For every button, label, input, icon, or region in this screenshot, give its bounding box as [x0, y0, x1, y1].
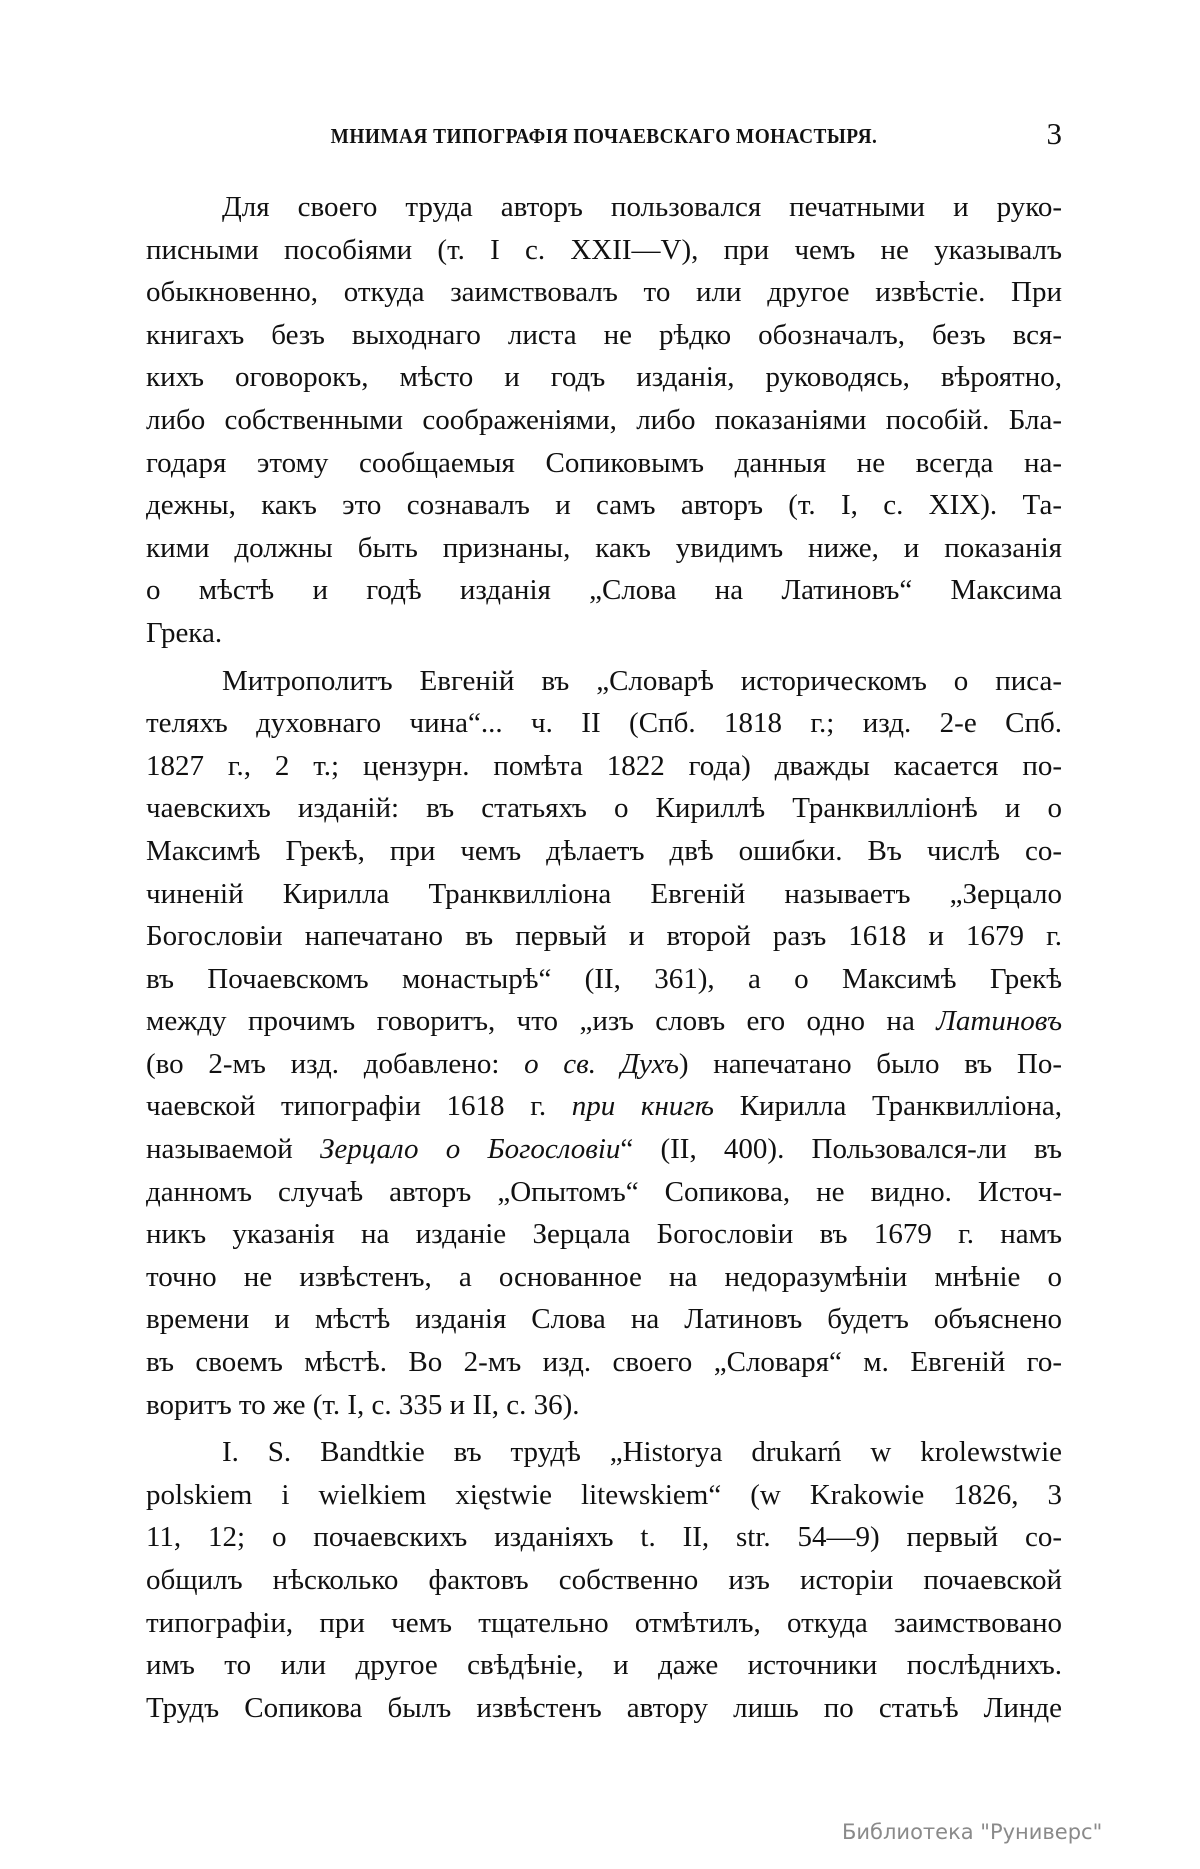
paragraph	[146, 1431, 1062, 1729]
text-line: Грека.	[146, 616, 223, 649]
text-line: теляхъ духовнаго чина“... ч. II (Спб. 1818 г.; изд. 2-е Спб.	[146, 707, 1062, 740]
text-line: 11, 12; о почаевскихъ изданіяхъ t. II, str. 54—9) первый со-	[146, 1521, 1062, 1554]
text-segment: между прочимъ говоритъ, что „изъ словъ его одно на	[146, 1005, 937, 1038]
text-line: дежны, какъ это сознавалъ и самъ авторъ (т. I, с. XIX). Та-	[146, 489, 1062, 522]
text-line	[146, 1128, 1062, 1171]
text-line: о мѣстѣ и годѣ изданія „Слова на Латиновъ“ Максима	[146, 574, 1062, 607]
text-line: типографіи, при чемъ тщательно отмѣтилъ, откуда заимствовано	[146, 1606, 1062, 1639]
page-number: 3	[1046, 116, 1062, 151]
text-segment: ) напечатано было въ По-	[678, 1047, 1062, 1080]
text-line: писными пособіями (т. I с. XXII—V), при чемъ не указывалъ	[146, 233, 1062, 266]
italic-segment: при книгѣ	[571, 1090, 715, 1123]
text-line: чиненій Кирилла Транквилліона Евгеній называетъ „Зерцало	[146, 877, 1062, 910]
text-line: кихъ оговорокъ, мѣсто и годъ изданія, руководясь, вѣроятно,	[146, 361, 1062, 394]
text-line: никъ указанія на изданіе Зерцала Богословіи въ 1679 г. намъ	[146, 1218, 1062, 1251]
italic-segment: Зерцало о Богословіи	[319, 1133, 621, 1166]
text-line: Трудъ Сопикова былъ извѣстенъ автору лишь по статьѣ Линде	[146, 1691, 1062, 1724]
text-line: времени и мѣстѣ изданія Слова на Латиновъ будетъ объяснено	[146, 1303, 1062, 1336]
text-line: либо собственными соображеніями, либо показаніями пособій. Бла-	[146, 403, 1062, 436]
text-segment: чаевской типографіи 1618 г.	[146, 1090, 572, 1123]
paragraph	[146, 186, 1062, 655]
page-header	[146, 116, 1062, 160]
text-segment: Кирилла Транквилліона,	[714, 1090, 1063, 1123]
text-line: данномъ случаѣ авторъ „Опытомъ“ Сопикова, не видно. Источ-	[146, 1175, 1062, 1208]
library-watermark: Библиотека "Руниверс"	[842, 1820, 1103, 1844]
text-line: въ Почаевскомъ монастырѣ“ (II, 361), а о Максимѣ Грекѣ	[146, 962, 1062, 995]
text-line: чаевскихъ изданій: въ статьяхъ о Кириллѣ Транквилліонѣ и о	[146, 792, 1062, 825]
italic-segment: Латиновъ	[936, 1005, 1062, 1038]
text-line	[146, 1000, 1062, 1043]
text-line: Митрополитъ Евгеній въ „Словарѣ историческомъ о писа-	[222, 664, 1062, 697]
text-segment: (во 2-мъ изд. добавлено:	[146, 1047, 525, 1080]
text-line: обыкновенно, откуда заимствовалъ то или другое извѣстіе. При	[146, 276, 1062, 309]
text-line: книгахъ безъ выходнаго листа не рѣдко обозначалъ, безъ вся-	[146, 318, 1062, 351]
text-line: кими должны быть признаны, какъ увидимъ ниже, и показанія	[146, 531, 1062, 564]
text-line: 1827 г., 2 т.; цензурн. помѣта 1822 года) дважды касается по-	[146, 749, 1062, 782]
text-line: точно не извѣстенъ, а основанное на недоразумѣніи мнѣніе о	[146, 1260, 1062, 1293]
text-line: воритъ то же (т. I, с. 335 и II, с. 36).	[146, 1388, 580, 1421]
text-line	[146, 1085, 1062, 1128]
text-segment: “ (II, 400). Пользовался-ли въ	[620, 1133, 1062, 1166]
text-line: Максимѣ Грекѣ, при чемъ дѣлаетъ двѣ ошибки. Въ числѣ со-	[146, 834, 1062, 867]
paragraph	[146, 660, 1062, 1427]
text-line: Для своего труда авторъ пользовался печатными и руко-	[222, 191, 1062, 223]
text-line: polskiem i wielkiem xięstwie litewskiem“ (w Krakowie 1826, 3	[146, 1478, 1062, 1511]
italic-segment: о св. Духъ	[524, 1047, 679, 1080]
text-line: I. S. Bandtkie въ трудѣ „Historya drukarń w krolewstwie	[222, 1436, 1062, 1469]
text-segment: называемой	[146, 1133, 320, 1166]
text-line: Богословіи напечатано въ первый и второй разъ 1618 и 1679 г.	[146, 920, 1062, 953]
text-line: годаря этому сообщаемыя Сопиковымъ данныя не всегда на-	[146, 446, 1062, 479]
text-line: общилъ нѣсколько фактовъ собственно изъ исторіи почаевской	[146, 1564, 1062, 1596]
text-line	[146, 1043, 1062, 1086]
text-line: имъ то или другое свѣдѣніе, и даже источники послѣднихъ.	[146, 1649, 1062, 1682]
running-title: МНИМАЯ ТИПОГРАФІЯ ПОЧАЕВСКАГО МОНАСТЫРЯ.	[330, 124, 878, 148]
text-line: въ своемъ мѣстѣ. Во 2-мъ изд. своего „Словаря“ м. Евгеній го-	[146, 1346, 1062, 1379]
body-text	[146, 186, 1062, 1734]
